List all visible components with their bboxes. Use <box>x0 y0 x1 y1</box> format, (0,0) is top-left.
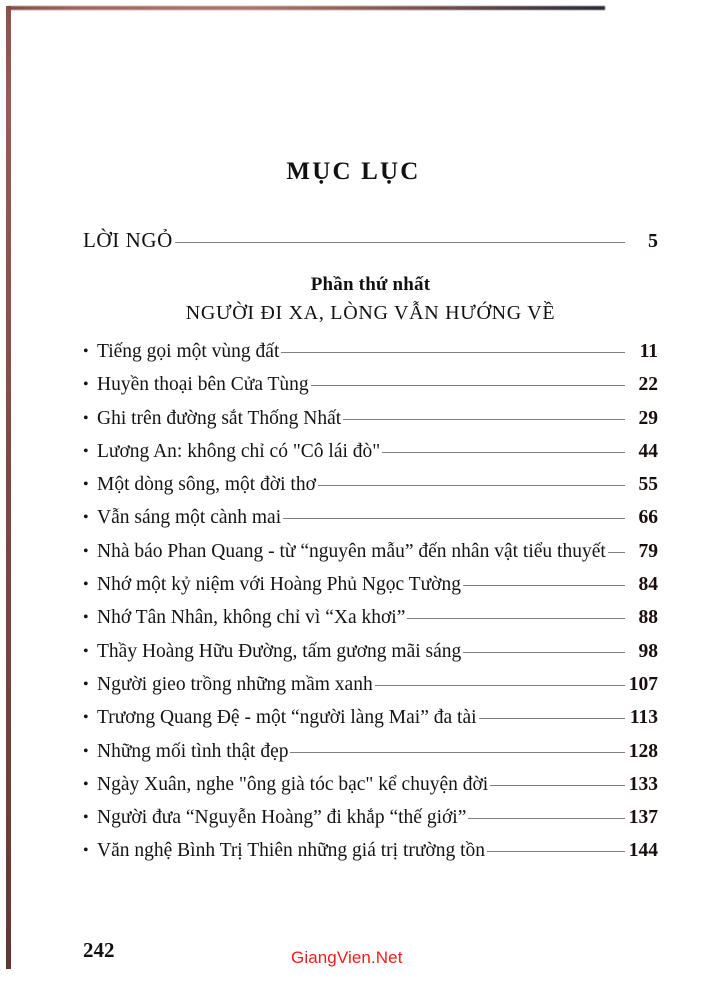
toc-entry-label: Vẫn sáng một cành mai <box>97 507 282 529</box>
toc-body <box>83 228 658 874</box>
toc-entry-page: 55 <box>638 474 658 496</box>
toc-entry-page: 98 <box>638 640 658 662</box>
bullet-icon: • <box>83 509 89 527</box>
leader-line <box>608 552 625 553</box>
toc-entry-label: Trương Quang Đệ - một “người làng Mai” đa tài <box>97 707 477 729</box>
toc-entry-page: 113 <box>629 707 658 729</box>
toc-entry[interactable] <box>83 474 658 507</box>
leader-line <box>487 851 625 852</box>
leader-line <box>343 419 625 420</box>
toc-entry-label: Một dòng sông, một đời thơ <box>97 474 316 496</box>
leader-line <box>283 518 625 519</box>
leader-line <box>311 385 625 386</box>
part-heading <box>83 274 658 325</box>
toc-entry-page: 44 <box>638 440 658 462</box>
toc-entry-page: 5 <box>648 230 658 252</box>
toc-entry-page: 137 <box>628 807 658 829</box>
watermark: GiangVien.Net <box>291 948 403 967</box>
toc-entry[interactable] <box>83 707 658 740</box>
bullet-icon: • <box>83 576 89 594</box>
leader-line <box>375 685 625 686</box>
bullet-icon: • <box>83 709 89 727</box>
toc-entry[interactable] <box>83 607 658 640</box>
footer-page-number: 242 <box>83 938 115 962</box>
leader-line <box>382 452 625 453</box>
toc-entry[interactable] <box>83 408 658 441</box>
toc-entry-page: 11 <box>639 341 658 362</box>
part-subtitle: NGƯỜI ĐI XA, LÒNG VẪN HƯỚNG VỀ <box>185 302 556 324</box>
toc-entry-label: Ngày Xuân, nghe "ông già tóc bạc" kể chuyện đời <box>97 773 489 795</box>
toc-entry-label: Ghi trên đường sắt Thống Nhất <box>97 407 342 429</box>
toc-entry[interactable] <box>83 840 658 873</box>
leader-line <box>463 652 625 653</box>
bullet-icon: • <box>83 675 89 693</box>
toc-entry[interactable] <box>83 574 658 607</box>
toc-entry[interactable] <box>83 741 658 774</box>
toc-entry-page: 88 <box>638 607 658 629</box>
toc-entry[interactable] <box>83 641 658 674</box>
bullet-icon: • <box>83 609 89 627</box>
bullet-icon: • <box>83 742 89 760</box>
bullet-icon: • <box>83 775 89 793</box>
toc-entry-intro[interactable] <box>83 228 658 253</box>
toc-entry-label: Văn nghệ Bình Trị Thiên những giá trị trường tồn <box>97 840 486 862</box>
bullet-icon: • <box>83 842 89 860</box>
bullet-icon: • <box>83 642 89 660</box>
toc-entry-label: Những mối tình thật đẹp <box>97 740 289 762</box>
toc-entry-page: 22 <box>638 374 658 396</box>
leader-line <box>479 718 625 719</box>
leader-line <box>290 752 625 753</box>
bullet-icon: • <box>83 409 89 427</box>
toc-entry-label: Người gieo trồng những mầm xanh <box>97 673 373 695</box>
toc-entry-label: Thầy Hoàng Hữu Đường, tấm gương mãi sáng <box>97 640 462 662</box>
toc-entry-label: Nhà báo Phan Quang - từ “nguyên mẫu” đến nhân vật tiểu thuyết <box>97 540 606 562</box>
toc-entry[interactable] <box>83 774 658 807</box>
toc-entry-page: 79 <box>638 540 658 562</box>
bullet-icon: • <box>83 809 89 827</box>
toc-entry-label: Người đưa “Nguyễn Hoàng” đi khắp “thế giới” <box>97 807 467 829</box>
leader-line <box>281 352 625 353</box>
leader-line <box>468 818 625 819</box>
leader-line <box>175 242 625 243</box>
leader-line <box>407 618 625 619</box>
toc-entry[interactable] <box>83 541 658 574</box>
toc-entry-label: Nhớ Tân Nhân, không chỉ vì “Xa khơi” <box>97 607 406 629</box>
bullet-icon: • <box>83 476 89 494</box>
bullet-icon: • <box>83 442 89 460</box>
leader-line <box>490 785 625 786</box>
toc-entry-page: 66 <box>638 507 658 529</box>
bullet-icon: • <box>83 542 89 560</box>
toc-entry-list <box>83 341 658 874</box>
leader-line <box>463 585 625 586</box>
toc-entry-label: Nhớ một kỷ niệm với Hoàng Phủ Ngọc Tường <box>97 574 461 596</box>
toc-entry[interactable] <box>83 441 658 474</box>
toc-entry-page: 84 <box>638 574 658 596</box>
toc-entry[interactable] <box>83 507 658 540</box>
toc-entry-label: Tiếng gọi một vùng đất <box>97 341 280 362</box>
page-title: MỤC LỤC <box>286 158 421 185</box>
leader-line <box>318 485 625 486</box>
toc-entry-page: 107 <box>628 673 658 695</box>
toc-entry-label: LỜI NGỎ <box>83 228 173 252</box>
bullet-icon: • <box>83 343 89 360</box>
toc-entry-label: Huyền thoại bên Cửa Tùng <box>97 374 309 396</box>
toc-entry-page: 144 <box>628 840 658 862</box>
toc-entry[interactable] <box>83 374 658 407</box>
toc-entry-label: Lương An: không chỉ có "Cô lái đò" <box>97 440 381 462</box>
toc-entry-page: 133 <box>628 773 658 795</box>
toc-entry-page: 128 <box>628 740 658 762</box>
bullet-icon: • <box>83 376 89 394</box>
toc-entry[interactable] <box>83 807 658 840</box>
part-title: Phần thứ nhất <box>310 274 431 295</box>
toc-entry-page: 29 <box>638 407 658 429</box>
toc-entry[interactable] <box>83 341 658 374</box>
toc-entry[interactable] <box>83 674 658 707</box>
